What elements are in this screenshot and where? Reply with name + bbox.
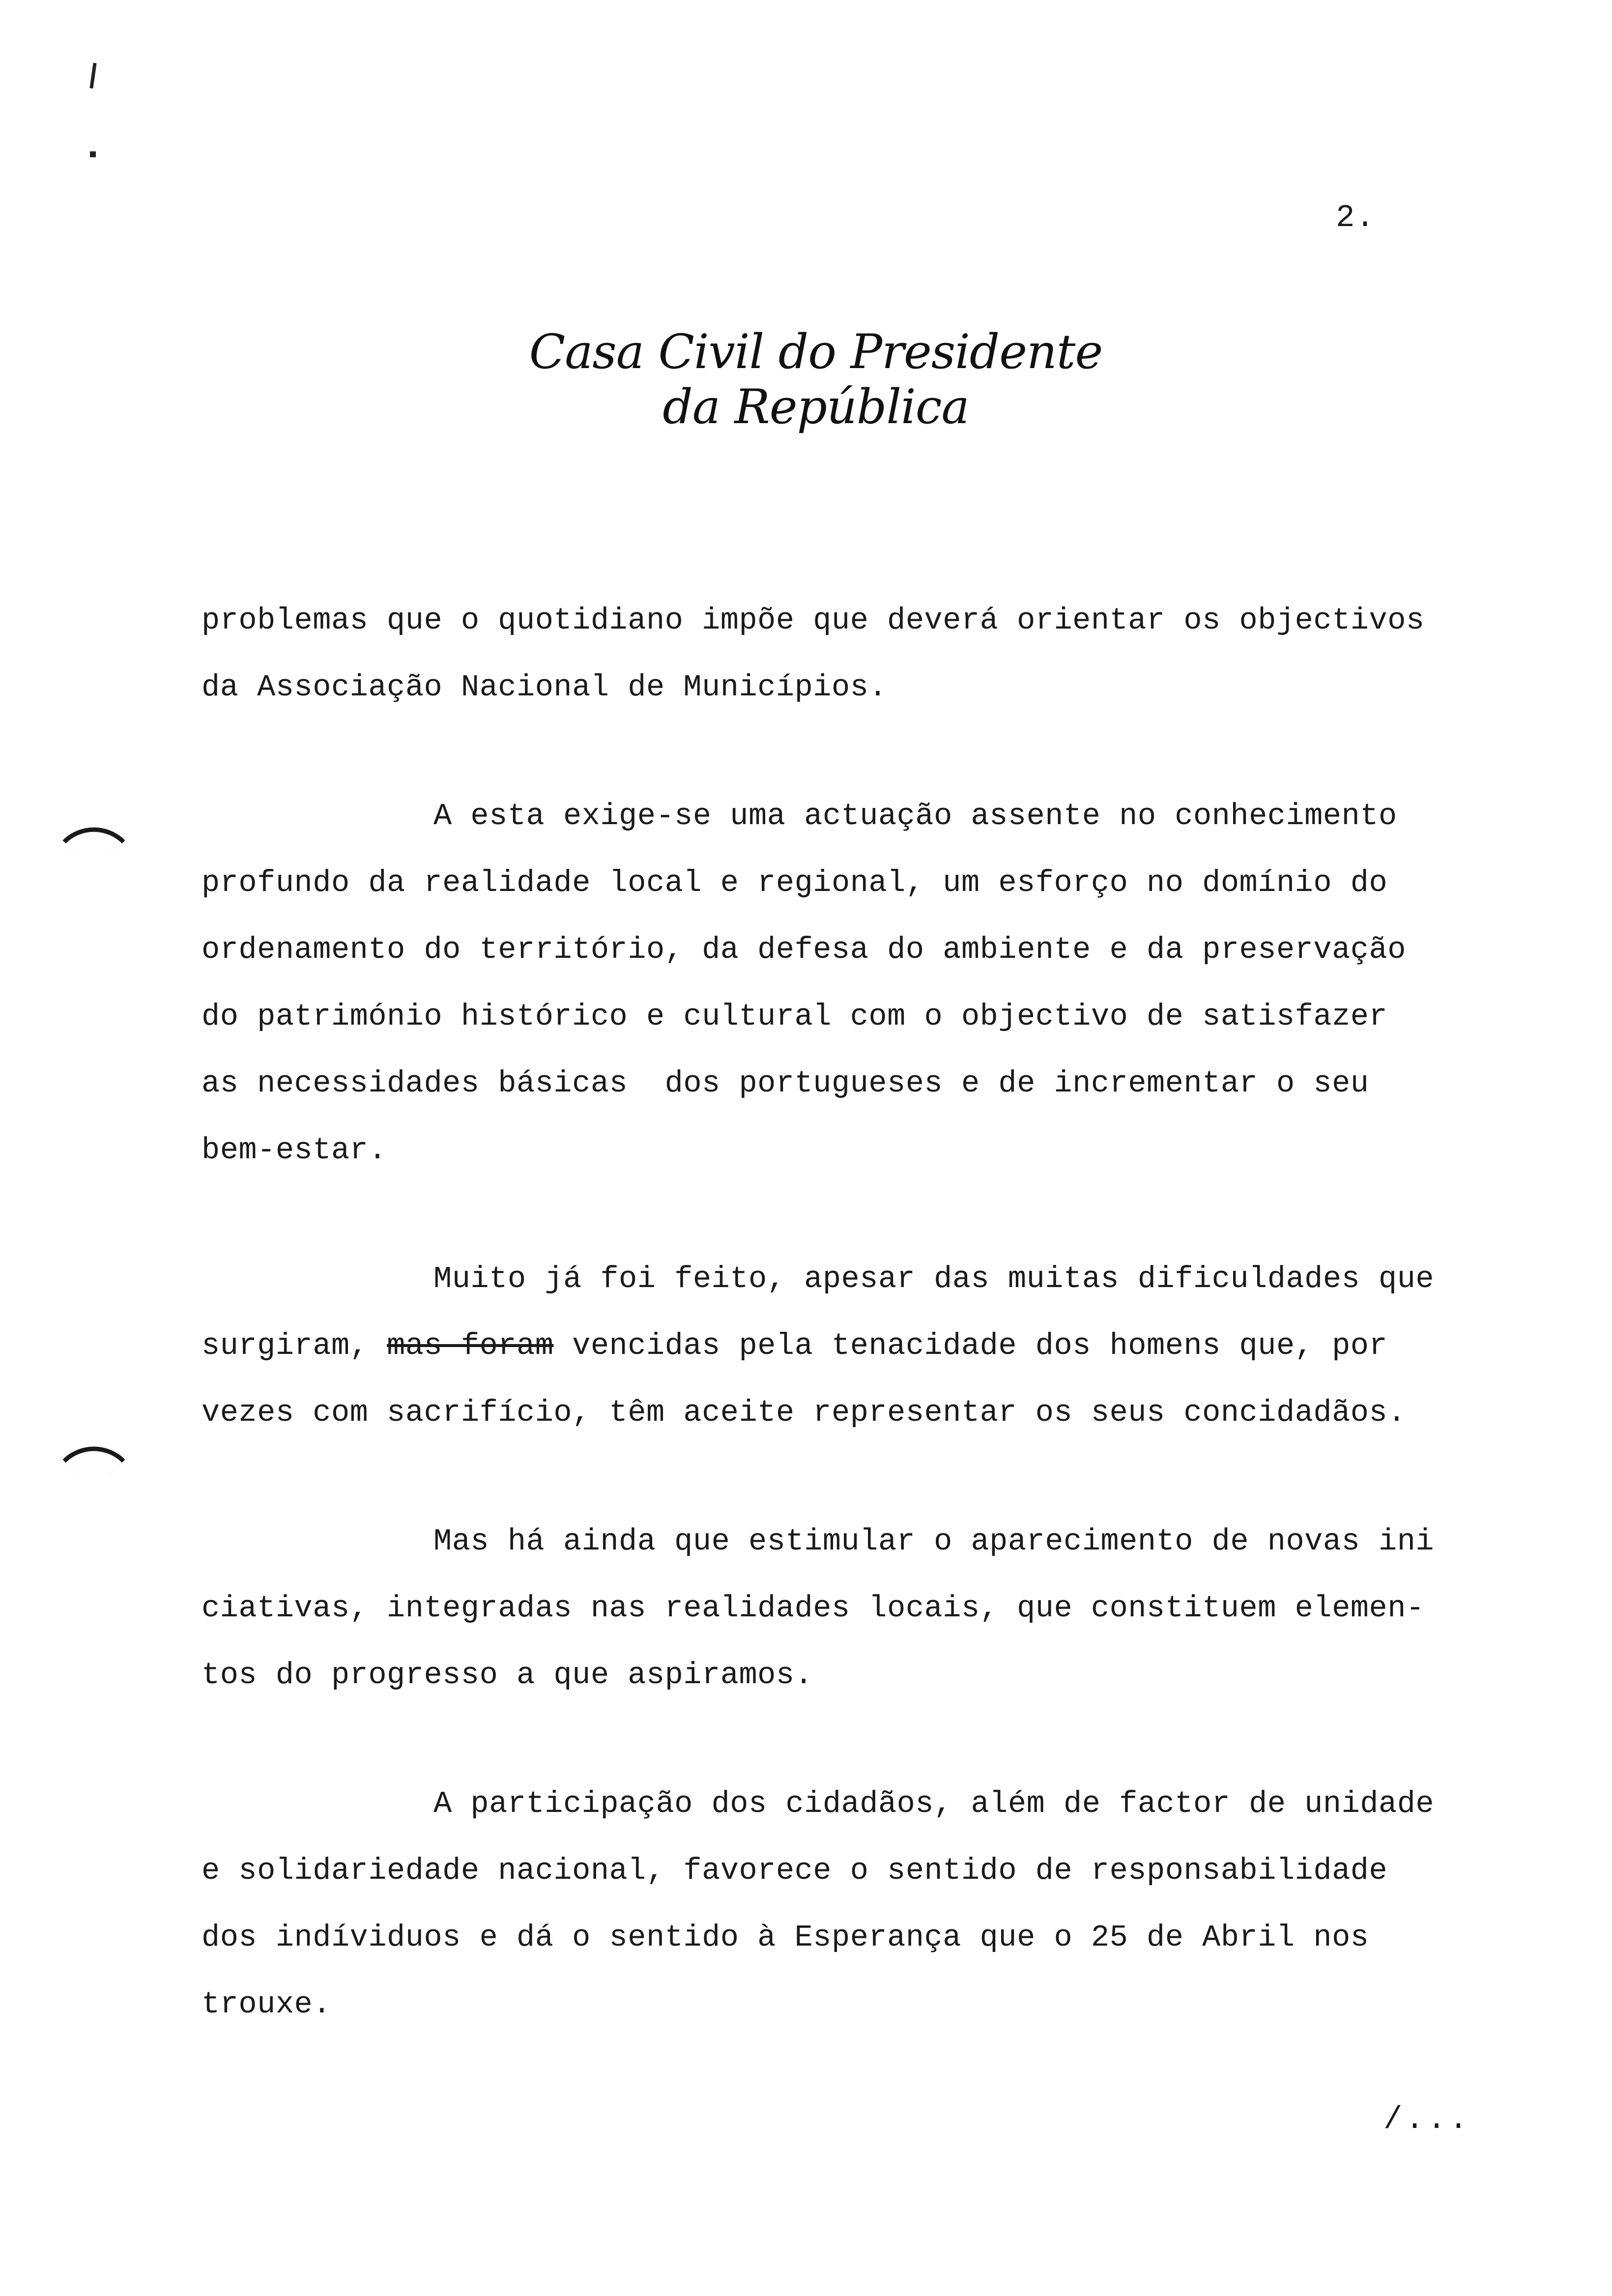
text-line: vezes com sacrifício, têm aceite representar os seus concidadãos. (202, 1395, 1406, 1430)
text-line: tos do progresso a que aspiramos. (202, 1658, 813, 1693)
text-line: bem-estar. (202, 1133, 387, 1168)
text-line: dos indíviduos e dá o sentido à Esperança que o 25 de Abril nos (202, 1920, 1369, 1955)
text-line-with-strikethrough (202, 1313, 1519, 1379)
paragraph-4 (202, 1508, 1519, 1709)
scan-mark-top (89, 63, 96, 88)
text-segment: vencidas pela tenacidade dos homens que, por (553, 1328, 1388, 1363)
punch-hole-lower (62, 1428, 125, 1491)
text-line: Muito já foi feito, apesar das muitas dificuldades que (433, 1262, 1435, 1296)
text-line: problemas que o quotidiano impõe que deverá orientar os objectivos (202, 603, 1425, 638)
paragraph-1 (202, 587, 1519, 721)
struck-out-text: mas foram (387, 1328, 554, 1363)
letter-body (202, 587, 1519, 2038)
letterhead: Casa Civil do Presidente da República (529, 324, 1103, 434)
text-line: A esta exige-se uma actuação assente no conhecimento (433, 799, 1397, 833)
text-line: e solidariedade nacional, favorece o sentido de responsabilidade (202, 1853, 1388, 1888)
text-line: da Associação Nacional de Municípios. (202, 670, 888, 705)
punch-hole-upper (62, 809, 125, 871)
text-line: profundo da realidade local e regional, um esforço no domínio do (202, 865, 1388, 900)
text-line: ordenamento do território, da defesa do ambiente e da preservação (202, 932, 1406, 967)
continuation-mark: /... (1383, 2102, 1471, 2138)
text-line: ciativas, integradas nas realidades locais, que constituem elemen- (202, 1591, 1425, 1626)
text-line: Mas há ainda que estimular o aparecimento de novas ini (433, 1524, 1435, 1559)
paragraph-2 (202, 783, 1519, 1184)
scan-dot (90, 151, 96, 157)
page-number: 2. (1336, 201, 1376, 236)
text-line: do património histórico e cultural com o objectivo de satisfazer (202, 999, 1388, 1034)
text-line: trouxe. (202, 1987, 331, 2022)
text-segment: surgiram, (202, 1328, 387, 1363)
text-line: A participação dos cidadãos, além de factor de unidade (433, 1786, 1435, 1821)
paragraph-5 (202, 1771, 1519, 2038)
paragraph-3 (202, 1246, 1519, 1446)
text-line: as necessidades básicas dos portugueses e de incrementar o seu (202, 1066, 1369, 1101)
